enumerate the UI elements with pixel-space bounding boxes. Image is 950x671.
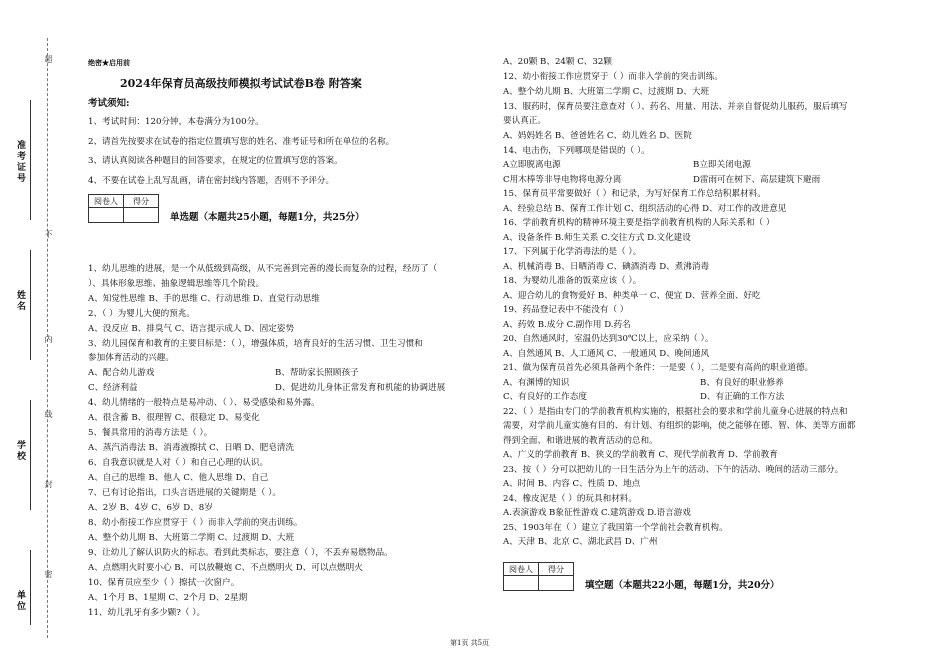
- question-line: 21、做为保育员首先必须具备两个条件：一是要（ ），二是要有高尚的职业道德。: [503, 363, 814, 373]
- score-header: 得分: [124, 195, 159, 208]
- question-line: 12、幼小衔接工作应贯穿于（ ）而非入学前的突击训练。: [503, 72, 723, 82]
- binding-strip: [0, 0, 60, 671]
- question-line: 5、餐具常用的消毒方法是（ ）。: [88, 428, 213, 438]
- exam-number-label: 准考证号: [15, 140, 25, 184]
- notice-heading: 考试须知:: [88, 98, 130, 109]
- seal-mark: 超: [44, 55, 53, 63]
- question-line: 需要，对学前儿童实施有目的、有计划、有组织的影响，使之能够在德、智、体、美等方面都: [503, 421, 856, 431]
- reviewer-cell[interactable]: [89, 208, 124, 223]
- notice-item: 2、请首先按要求在试卷的指定位置填写您的姓名、准考证号和所在单位的名称。: [88, 137, 395, 147]
- notice-item: 4、不要在试卷上乱写乱画，请在密封线内答题，否则不予评分。: [88, 176, 335, 186]
- seal-mark: 不: [44, 230, 53, 238]
- question-line: 要认真正。: [503, 116, 546, 126]
- question-line: 18、为婴幼儿准备的饭菜应该（ ）。: [503, 276, 642, 286]
- option-line: D、有正确的工作方法: [700, 392, 785, 402]
- exam-number-field[interactable]: [30, 100, 31, 220]
- question-line: 24、橡皮泥是（ ）的玩具和材料。: [503, 494, 637, 504]
- reviewer-header: 阅卷人: [504, 563, 539, 576]
- option-line: A立即脱离电源: [503, 160, 561, 170]
- question-line: 15、保育员平常要做好（ ）和记录，为写好保育工作总结积累材料。: [503, 189, 766, 199]
- option-line: A、整个幼儿期 B、大班第二学期 C、过渡期 D、大班: [88, 533, 295, 543]
- section-title: 单选题（本题共25小题，每题1分，共25分）: [170, 212, 365, 223]
- question-line: 参加体育活动的兴趣。: [88, 353, 174, 363]
- question-line: 8、幼小衔接工作应贯穿于（ ）而非入学前的突击训练。: [88, 518, 303, 528]
- question-line: 9、让幼儿了解认识防火的标志。看到此类标志，要注意（ ），不丢弃易燃物品。: [88, 548, 393, 558]
- option-line: A、点燃明火时要小心 B、可以放鞭炮 C、不点燃明火 D、可以点燃明火: [88, 563, 363, 573]
- seal-mark: 密: [44, 570, 53, 578]
- question-line: 6、自我意识就是人对（ ）和自己心理的认识。: [88, 458, 269, 468]
- section-title: 填空题（本题共22小题，每题1分，共20分）: [585, 580, 780, 591]
- option-line: A、药效 B.成分 C.副作用 D.药名: [503, 320, 631, 330]
- question-line: 14、电击伤，下列哪项是错误的（ ）。: [503, 146, 650, 156]
- reviewer-cell[interactable]: [504, 576, 539, 591]
- option-line: A、配合幼儿游戏: [88, 368, 155, 378]
- page-title: 2024年保育员高级技师模拟考试试卷B卷 附答案: [120, 77, 362, 90]
- option-line: A、2岁 B、4岁 C、6岁 D、8岁: [88, 503, 213, 513]
- school-label: 学校: [15, 440, 25, 462]
- secret-label: 绝密★启用前: [88, 58, 130, 67]
- option-line: D雷雨可在树下、高层建筑下避雨: [693, 175, 821, 185]
- option-line: B、帮助家长照顾孩子: [275, 368, 359, 378]
- option-line: A、蒸汽消毒法 B、消毒液擦拭 C、日晒 D、肥皂清洗: [88, 443, 295, 453]
- option-line: C、有良好的工作态度: [503, 392, 587, 402]
- option-line: A、20颗 B、24颗 C、32颗: [503, 57, 612, 67]
- question-line: 10、保育员应至少（ ）擦拭一次窗户。: [88, 578, 240, 588]
- name-label: 姓名: [15, 290, 25, 312]
- question-line: 7、已有讨论指出，口头言语进展的关键期是（ ）。: [88, 488, 281, 498]
- question-line: 13、服药时，保育员要注意查对（ ）、药名、用量、用法、并亲自督促幼儿服药，服后填写: [503, 102, 848, 112]
- option-line: A、经验总结 B、保育工作计划 C、组织活动的心得 D、对工作的改进意见: [503, 204, 787, 214]
- option-line: A.表演游戏 B象征性游戏 C.建筑游戏 D.语言游戏: [503, 508, 691, 518]
- question-line: 3、幼儿园保育和教育的主要目标是：（ ），增强体质，培育良好的生活习惯、卫生习惯和: [88, 339, 423, 349]
- option-line: A、广义的学前教育 B、狭义的学前教育 C、现代学前教育 D、学前教育: [503, 450, 778, 460]
- question-line: 23、按（ ）分可以把幼儿的一日生活分为上午的活动、下午的活动、晚间的活动三部分。: [503, 465, 844, 475]
- question-line: 20、自然通风时，室温仍达到30℃以上，应采纳（ ）。: [503, 334, 714, 344]
- question-line: 得到全面、和谐进展的教育活动的总和。: [503, 436, 658, 446]
- question-line: 1、幼儿思维的进展，是一个从低级到高级，从不完善到完善的漫长而复杂的过程，经历了（: [88, 264, 438, 274]
- option-line: A、妈妈姓名 B、爸爸姓名 C、幼儿姓名 D、医院: [503, 131, 692, 141]
- option-line: A、没反应 B、排臭气 C、语言提示成人 D、固定姿势: [88, 324, 295, 334]
- option-line: A、知觉性思维 B、手的思维 C、行动思维 D、直觉行动思维: [88, 294, 320, 304]
- reviewer-header: 阅卷人: [89, 195, 124, 208]
- option-line: B立即关闭电源: [693, 160, 751, 170]
- question-line: 22、（ ）是指由专门的学前教育机构实施的，根据社会的要求和学前儿童身心进展的特点和: [503, 407, 848, 417]
- school-field[interactable]: [30, 400, 31, 510]
- question-line: 2、（ ）为婴儿大便的预兆。: [88, 309, 196, 319]
- notice-item: 3、请认真阅读各种题目的回答要求，在规定的位置填写您的答案。: [88, 156, 343, 166]
- option-line: C、经济利益: [88, 383, 138, 393]
- option-line: A、自己的思维 B、他人 C、他人思维 D、自己: [88, 473, 269, 483]
- question-line: 4、幼儿情绪的一般特点是易冲动、（ ）、易受感染和易外露。: [88, 398, 320, 408]
- question-line: 19、药品登记表中不能没有（ ）: [503, 305, 629, 315]
- score-cell[interactable]: [124, 208, 159, 223]
- question-line: 25、1903年在（ ）建立了我国第一个学前社会教育机构。: [503, 523, 728, 533]
- seal-mark: 内: [44, 335, 53, 343]
- option-line: A、1个月 B、1星期 C、2个月 D、2星期: [88, 593, 248, 603]
- name-field[interactable]: [30, 250, 31, 360]
- notice-item: 1、考试时间：120分钟，本卷满分为100分。: [88, 117, 264, 127]
- option-line: A、很含蓄 B、很理智 C、很稳定 D、易变化: [88, 413, 260, 423]
- option-line: A、自然通风 B、人工通风 C、一般通风 D、晚间通风: [503, 349, 710, 359]
- option-line: B、有良好的职业修养: [700, 378, 784, 388]
- question-line: ）、具体形象思维、抽象逻辑思维等几个阶段。: [88, 279, 265, 289]
- question-line: 11、幼儿乳牙有多少颗?（ ）。: [88, 608, 206, 618]
- score-header: 得分: [539, 563, 574, 576]
- option-line: A、设备条件 B.师生关系 C.交往方式 D.文化建设: [503, 233, 691, 243]
- score-cell[interactable]: [539, 576, 574, 591]
- option-line: A、有渊博的知识: [503, 378, 570, 388]
- option-line: A、时间 B、内容 C、性质 D、地点: [503, 479, 641, 489]
- option-line: C用木棒等非导电物将电源分离: [503, 175, 622, 185]
- score-table: [503, 562, 574, 591]
- question-line: 17、下列属于化学消毒法的是（ ）。: [503, 247, 642, 257]
- unit-label: 单位: [15, 590, 25, 612]
- option-line: A、迎合幼儿的食物爱好 B、种类单一 C、便宜 D、营养全面、好吃: [503, 291, 761, 301]
- score-table: [88, 194, 159, 223]
- page-number: 第1页 共5页: [450, 639, 490, 647]
- option-line: A、整个幼儿期 B、大班第二学期 C、过渡期 D、大班: [503, 87, 710, 97]
- seal-mark: 封: [44, 480, 53, 488]
- option-line: D、促进幼儿身体正常发育和机能的协调进展: [275, 383, 446, 393]
- option-line: A、天津 B、北京 C、湖北武昌 D、广州: [503, 537, 658, 547]
- seal-mark: 线: [44, 410, 53, 418]
- question-line: 16、学前教育机构的精神环境主要是指学前教育机构的人际关系和（ ）: [503, 218, 775, 228]
- option-line: A、机械消毒 B、日晒消毒 C、碘酒消毒 D、煮沸消毒: [503, 262, 710, 272]
- unit-field[interactable]: [30, 550, 31, 625]
